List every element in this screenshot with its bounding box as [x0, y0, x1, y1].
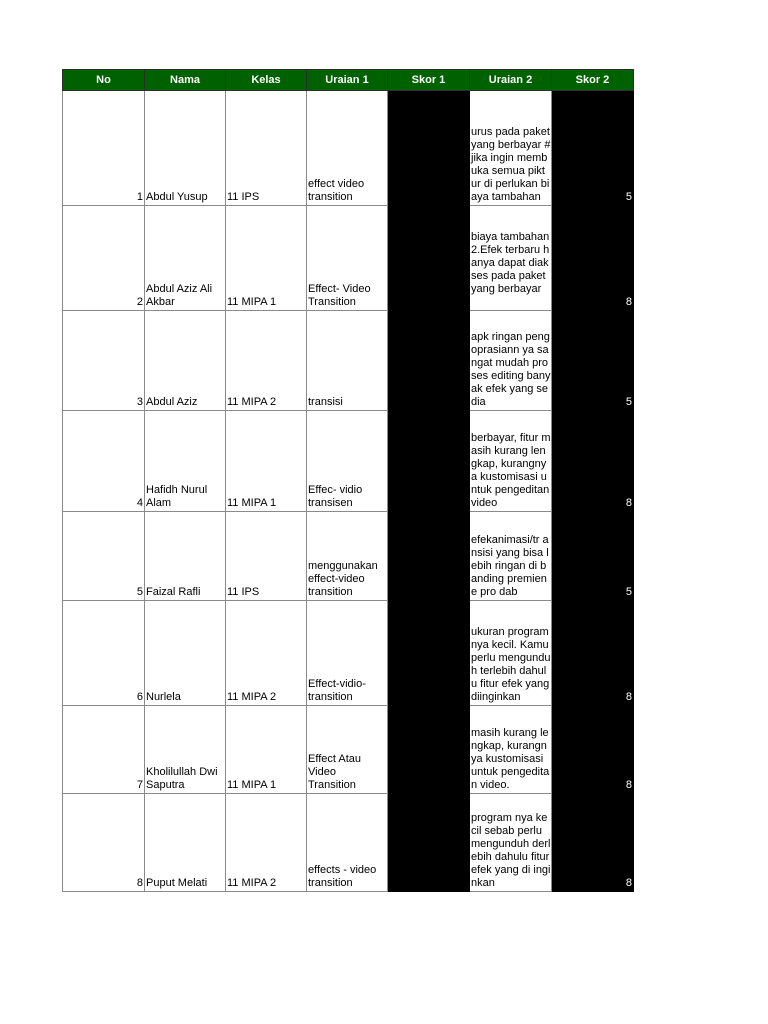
cell-kelas[interactable]: 11 MIPA 1 [226, 706, 307, 794]
table-row [63, 311, 634, 411]
header-nama[interactable]: Nama [145, 70, 226, 91]
cell-uraian-2-text: efekanimasi/tr ansisi yang bisa lebih ringan di banding premiene pro dab [471, 534, 549, 598]
cell-uraian-2[interactable] [470, 794, 552, 892]
cell-nama[interactable]: Abdul Aziz [145, 311, 226, 411]
cell-kelas[interactable]: 11 MIPA 1 [226, 206, 307, 311]
cell-no[interactable]: 2 [63, 206, 145, 311]
cell-uraian-2-text: urus pada paket yang berbayar #jika ingin membuka semua piktur di perlukan biaya tambahan [471, 126, 551, 203]
cell-uraian-1[interactable]: menggunakan effect-video transition [307, 512, 388, 601]
cell-skor-2[interactable]: 8 [552, 794, 634, 892]
cell-nama[interactable]: Abdul Yusup [145, 91, 226, 206]
cell-uraian-2[interactable] [470, 411, 552, 512]
header-no[interactable]: No [63, 70, 145, 91]
cell-skor-1[interactable]: 10 [388, 512, 470, 601]
table-row [63, 411, 634, 512]
cell-skor-1[interactable]: 10 [388, 706, 470, 794]
cell-no[interactable]: 5 [63, 512, 145, 601]
cell-skor-1[interactable]: 10 [388, 311, 470, 411]
cell-uraian-2-text: ukuran programnya kecil. Kamu perlu mengunduh terlebih dahulu fitur efek yang diinginkan [471, 626, 551, 703]
header-skor-2[interactable]: Skor 2 [552, 70, 634, 91]
table-row [63, 91, 634, 206]
cell-uraian-2[interactable] [470, 91, 552, 206]
cell-uraian-1[interactable]: effects - video transition [307, 794, 388, 892]
cell-uraian-2[interactable] [470, 706, 552, 794]
cell-skor-1[interactable]: 10 [388, 794, 470, 892]
cell-skor-1[interactable]: 10 [388, 91, 470, 206]
cell-uraian-2-text: apk ringan pengoprasiann ya sangat mudah proses editing banyak efek yang sedia [471, 331, 551, 408]
cell-nama[interactable]: Nurlela [145, 601, 226, 706]
cell-uraian-2-text: program nya kecil sebab perlu mengunduh derlebih dahulu fitur efek yang di inginkan [471, 812, 551, 889]
spreadsheet [62, 69, 633, 892]
cell-nama[interactable]: Faizal Rafli [145, 512, 226, 601]
table-row [63, 706, 634, 794]
cell-skor-2[interactable]: 8 [552, 206, 634, 311]
cell-uraian-1[interactable]: transisi [307, 311, 388, 411]
cell-kelas[interactable]: 11 IPS [226, 512, 307, 601]
cell-no[interactable]: 3 [63, 311, 145, 411]
cell-uraian-2[interactable] [470, 601, 552, 706]
score-table [62, 69, 634, 892]
header-uraian-2[interactable]: Uraian 2 [470, 70, 552, 91]
cell-no[interactable]: 4 [63, 411, 145, 512]
cell-skor-1[interactable]: 10 [388, 411, 470, 512]
header-row [63, 70, 634, 91]
cell-skor-2[interactable]: 8 [552, 706, 634, 794]
cell-kelas[interactable]: 11 MIPA 2 [226, 794, 307, 892]
cell-uraian-1[interactable]: Effec- vidio transisen [307, 411, 388, 512]
table-row [63, 512, 634, 601]
cell-no[interactable]: 8 [63, 794, 145, 892]
cell-skor-1[interactable]: 10 [388, 601, 470, 706]
cell-uraian-1[interactable]: Effect Atau Video Transition [307, 706, 388, 794]
cell-skor-2[interactable]: 5 [552, 311, 634, 411]
cell-skor-2[interactable]: 5 [552, 91, 634, 206]
cell-uraian-1[interactable]: effect video transition [307, 91, 388, 206]
header-skor-1[interactable]: Skor 1 [388, 70, 470, 91]
cell-uraian-2-text: berbayar, fitur masih kurang lengkap, kurangnya kustomisasi untuk pengeditan video [471, 432, 551, 509]
cell-skor-2[interactable]: 8 [552, 411, 634, 512]
cell-uraian-2-text: masih kurang lengkap, kurangnya kustomisasi untuk pengeditan video. [471, 727, 550, 791]
header-kelas[interactable]: Kelas [226, 70, 307, 91]
header-uraian-1[interactable]: Uraian 1 [307, 70, 388, 91]
cell-kelas[interactable]: 11 IPS [226, 91, 307, 206]
cell-uraian-1[interactable]: Effect- Video Transition [307, 206, 388, 311]
cell-nama[interactable]: Kholilullah Dwi Saputra [145, 706, 226, 794]
cell-nama[interactable]: Puput Melati [145, 794, 226, 892]
table-row [63, 206, 634, 311]
cell-kelas[interactable]: 11 MIPA 2 [226, 601, 307, 706]
table-row [63, 794, 634, 892]
cell-uraian-2[interactable] [470, 311, 552, 411]
cell-kelas[interactable]: 11 MIPA 2 [226, 311, 307, 411]
cell-skor-2[interactable]: 8 [552, 601, 634, 706]
cell-no[interactable]: 6 [63, 601, 145, 706]
cell-skor-1[interactable]: 10 [388, 206, 470, 311]
table-row [63, 601, 634, 706]
cell-kelas[interactable]: 11 MIPA 1 [226, 411, 307, 512]
cell-uraian-2[interactable] [470, 512, 552, 601]
cell-nama[interactable]: Abdul Aziz Ali Akbar [145, 206, 226, 311]
cell-no[interactable]: 7 [63, 706, 145, 794]
cell-uraian-2[interactable] [470, 206, 552, 311]
cell-no[interactable]: 1 [63, 91, 145, 206]
cell-nama[interactable]: Hafidh Nurul Alam [145, 411, 226, 512]
cell-uraian-2-text: biaya tambahan 2.Efek terbaru hanya dapat diakses pada paket yang berbayar [471, 231, 550, 295]
cell-skor-2[interactable]: 5 [552, 512, 634, 601]
cell-uraian-1[interactable]: Effect-vidio-transition [307, 601, 388, 706]
